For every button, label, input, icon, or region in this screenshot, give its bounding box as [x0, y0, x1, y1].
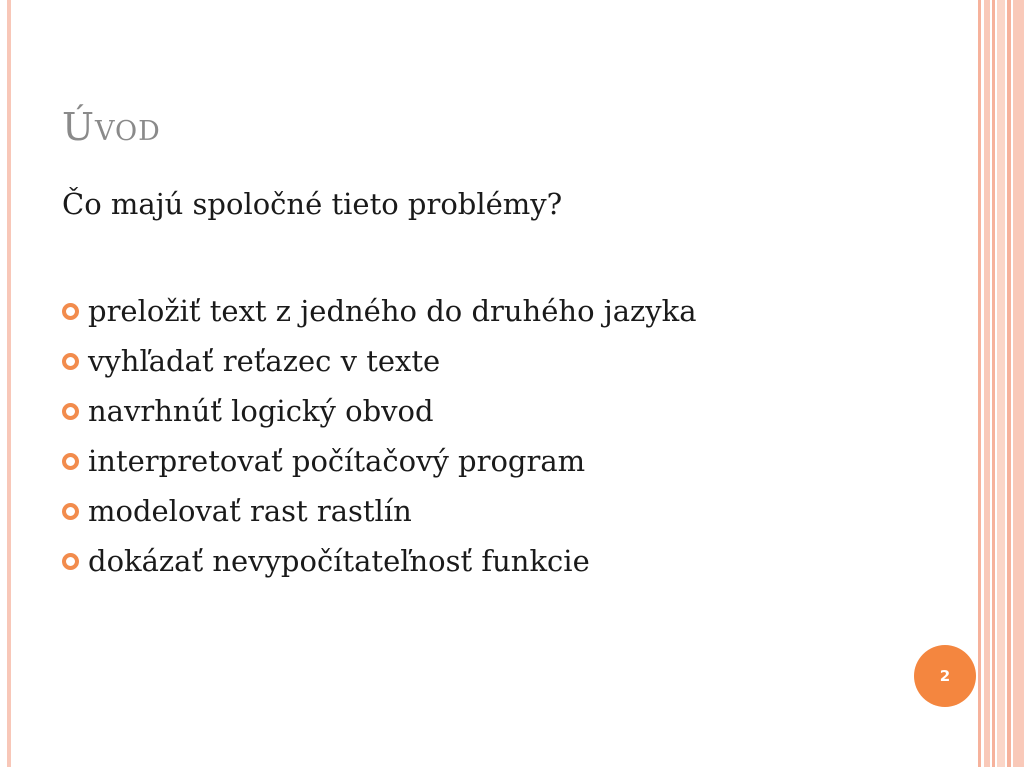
page-number-badge [914, 645, 976, 707]
bullet-item [62, 386, 697, 436]
bullet-text: navrhnúť logický obvod [88, 393, 434, 428]
slide-title: Úvod [62, 105, 161, 149]
slide-question: Čo majú spoločné tieto problémy? [62, 187, 563, 221]
bullet-list [62, 286, 697, 586]
bullet-ring-icon [62, 353, 79, 370]
bullet-text: modelovať rast rastlín [88, 493, 412, 528]
bullet-text: interpretovať počítačový program [88, 443, 586, 478]
bullet-ring-icon [62, 303, 79, 320]
right-decorative-stripes [978, 0, 1024, 767]
bullet-item [62, 436, 697, 486]
bullet-item [62, 336, 697, 386]
bullet-text: preložiť text z jedného do druhého jazyka [88, 293, 697, 328]
bullet-ring-icon [62, 553, 79, 570]
bullet-ring-icon [62, 503, 79, 520]
bullet-text: vyhľadať reťazec v texte [88, 343, 441, 378]
bullet-item [62, 286, 697, 336]
left-decorative-stripe [7, 0, 11, 767]
bullet-item [62, 536, 697, 586]
bullet-ring-icon [62, 453, 79, 470]
bullet-ring-icon [62, 403, 79, 420]
bullet-text: dokázať nevypočítateľnosť funkcie [88, 543, 590, 578]
bullet-item [62, 486, 697, 536]
page-number: 2 [939, 666, 951, 685]
